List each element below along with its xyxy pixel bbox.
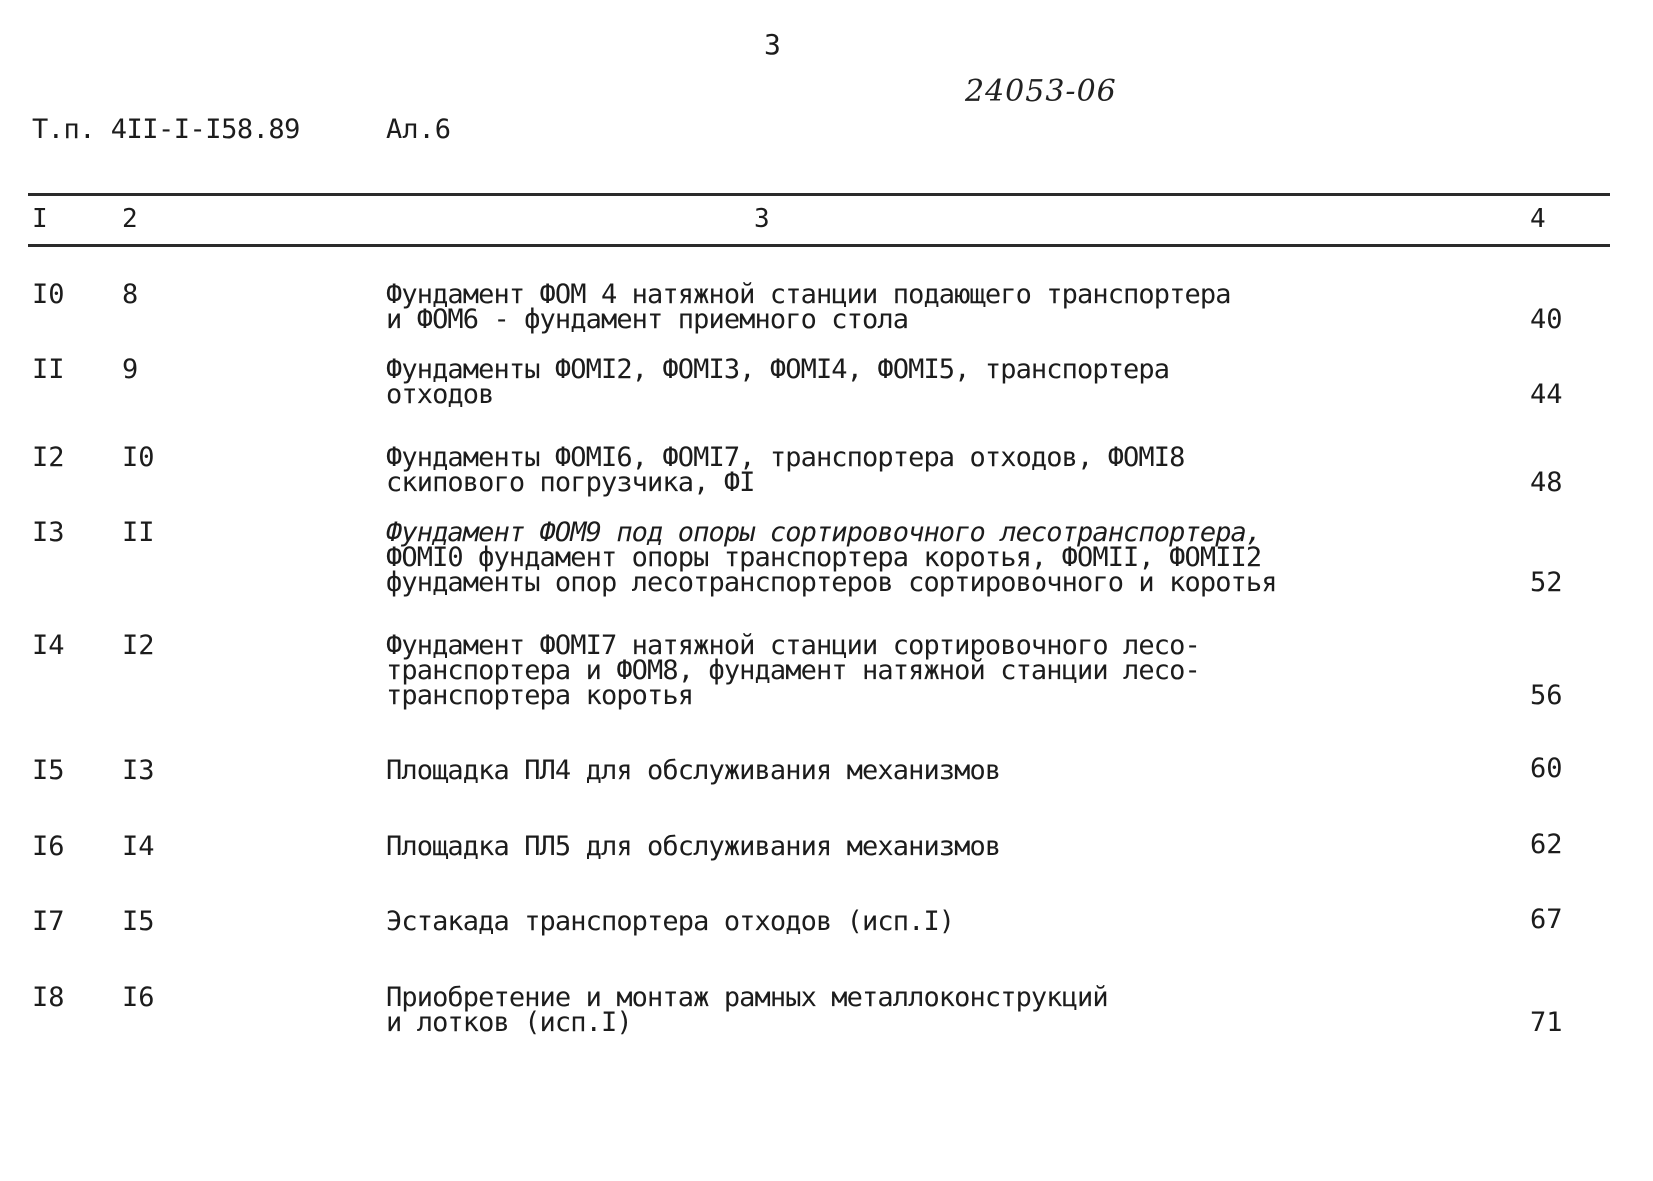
- row-title-line: скипового погрузчика, ФI: [386, 467, 755, 498]
- row-number: I4: [32, 630, 65, 661]
- column-header-2: 2: [122, 204, 138, 234]
- row-title-line: транспортера коротья: [386, 680, 694, 711]
- row-title-line: Эстакада транспортера отходов (исп.I): [386, 906, 955, 937]
- page-ref: 71: [1530, 1007, 1563, 1038]
- table-top-rule: [28, 193, 1610, 196]
- row-title-line: Приобретение и монтаж рамных металлоконструкций: [386, 982, 1108, 1013]
- row-number: I6: [32, 831, 65, 862]
- row-title-line: транспортера и ФОМ8, фундамент натяжной станции лесо-: [386, 655, 1200, 686]
- drawing-number: 8: [122, 279, 139, 310]
- row-number: I7: [32, 906, 65, 937]
- row-title-line: и ФОМ6 - фундамент приемного стола: [386, 304, 909, 335]
- table-header-rule: [28, 244, 1610, 247]
- row-title-line: и лотков (исп.I): [386, 1007, 632, 1038]
- column-header-3: 3: [754, 204, 770, 234]
- row-title-line: Фундамент ФОМ 4 натяжной станции подающего транспортера: [386, 279, 1231, 310]
- column-header-1: I: [32, 204, 48, 234]
- row-title-line: ФОМI0 фундамент опоры транспортера коротья, ФОМII, ФОМII2: [386, 542, 1262, 573]
- drawing-number: I3: [122, 755, 155, 786]
- row-title-line: отходов: [386, 379, 494, 410]
- drawing-number: I0: [122, 442, 155, 473]
- row-number: II: [32, 354, 65, 385]
- page-ref: 67: [1530, 904, 1563, 935]
- drawing-number: I2: [122, 630, 155, 661]
- drawing-number: II: [122, 517, 155, 548]
- row-title-line: Площадка ПЛ5 для обслуживания механизмов: [386, 831, 1001, 862]
- page-ref: 48: [1530, 467, 1563, 498]
- row-title-line: Фундаменты ФОМI2, ФОМI3, ФОМI4, ФОМI5, транспортера: [386, 354, 1170, 385]
- row-number: I3: [32, 517, 65, 548]
- drawing-number: I6: [122, 982, 155, 1013]
- row-title-line: Фундамент ФОМ9 под опоры сортировочного лесотранспортера,: [386, 517, 1262, 548]
- row-number: I8: [32, 982, 65, 1013]
- page-ref: 62: [1530, 829, 1563, 860]
- row-number: I5: [32, 755, 65, 786]
- page-number: 3: [764, 28, 781, 61]
- document-code: Т.п. 4II-I-I58.89: [32, 114, 300, 145]
- page-ref: 60: [1530, 753, 1563, 784]
- page-ref: 44: [1530, 379, 1563, 410]
- row-title-line: Площадка ПЛ4 для обслуживания механизмов: [386, 755, 1001, 786]
- row-title-line: Фундамент ФОМI7 натяжной станции сортировочного лесо-: [386, 630, 1200, 661]
- drawing-number: I4: [122, 831, 155, 862]
- page-ref: 52: [1530, 567, 1563, 598]
- row-title-line: фундаменты опор лесотранспортеров сортировочного и коротья: [386, 567, 1277, 598]
- drawing-number: 9: [122, 354, 139, 385]
- handwritten-inventory-number: 24053-06: [965, 74, 1117, 109]
- column-header-4: 4: [1530, 204, 1546, 234]
- drawing-number: I5: [122, 906, 155, 937]
- sheet-label: Ал.6: [386, 114, 452, 145]
- row-number: I0: [32, 279, 65, 310]
- row-title-line: Фундаменты ФОМI6, ФОМI7, транспортера отходов, ФОМI8: [386, 442, 1185, 473]
- page-ref: 56: [1530, 680, 1563, 711]
- page-ref: 40: [1530, 304, 1563, 335]
- row-number: I2: [32, 442, 65, 473]
